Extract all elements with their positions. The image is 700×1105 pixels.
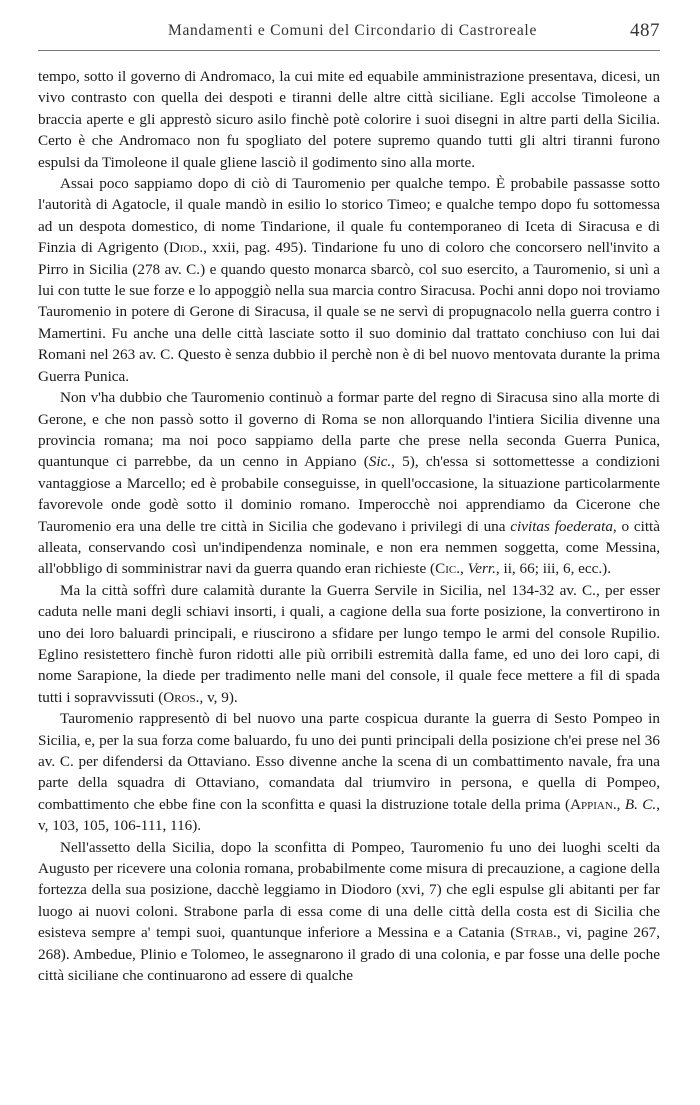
- paragraph-1: [38, 66, 660, 173]
- citation-author: Diod.: [168, 239, 204, 257]
- paragraph-text: , v, 103, 105, 106-111, 116).: [38, 795, 660, 835]
- page-number: 487: [630, 20, 660, 41]
- paragraph-2: [38, 173, 660, 387]
- paragraph-text: Assai poco sappiamo dopo di ciò di Tauromenio per qualche tempo. È probabile passasse sotto l'autorità di Agatocle, il quale mandò in esilio lo storico Timeo; e qualche tempo dopo fu sottomessa ad un despota domestico, di nome Tindarione, il quale fu contemporaneo di Iceta di Siracusa e di Finzia di Agrigento (: [38, 175, 660, 257]
- paragraph-text: ,: [616, 795, 625, 813]
- italic-term: Verr.: [467, 560, 496, 578]
- header-rule: [38, 50, 660, 51]
- paragraph-4: [38, 580, 660, 708]
- paragraph-text: , xxii, pag. 495). Tindarione fu uno di coloro che concorsero nell'invito a Pirro in Sicilia (278 av. C.) e quando questo monarca sbarcò, col suo esercito, a Tauromenio, si unì a lui con tutte le sue forze e lo appoggiò nella sua marcia contro Siracusa. Pochi anni dopo noi troviamo Tauromenio in potere di Gerone di Siracusa, il quale se ne servì di propugnacolo nella guerra contro i Mamertini. Fu anche una delle città lasciate sotto il suo dominio dal trattato conchiuso con lui dai Romani nel 263 av. C. Questo è senza dubbio il perchè non è di bel nuovo mentovata durante la prima Guerra Punica.: [38, 239, 660, 385]
- paragraph-text: ,: [460, 560, 468, 578]
- running-header: [38, 22, 660, 46]
- paragraph-text: Non v'ha dubbio che Tauromenio continuò a formar parte del regno di Siracusa sino alla morte di Gerone, e che non passò sotto il governo di Roma se non allorquando l'intiera Sicilia divenne una provincia romana; ma noi poco sappiamo della parte che prese nella seconda Guerra Punica, quantunque ci parrebbe, da un cenno in Appiano (: [38, 389, 660, 471]
- italic-term: B. C.: [624, 795, 657, 813]
- paragraph-text: , ii, 66; iii, 6, ecc.).: [495, 560, 612, 578]
- citation-author: Strab.: [515, 924, 557, 942]
- paragraph-5: [38, 708, 660, 836]
- paragraph-3: [38, 387, 660, 580]
- italic-term: Sic.: [368, 453, 392, 471]
- paragraph-text: tempo, sotto il governo di Andromaco, la cui mite ed equabile amministrazione presentava, dicesi, un vivo contrasto con quella dei despoti e tiranni delle altre città siciliane. Egli accolse Timoleone a braccia aperte e gli apprestò sicuro asilo finchè potè colorire i suoi disegni in altre parti della Sicilia. Certo è che Andromaco non fu spogliato del potere supremo quando tutti gli altri tiranni furono espulsi da Timoleone il quale gliene lasciò il godimento sino alla morte.: [38, 68, 660, 171]
- citation-author: Cic.: [435, 560, 461, 578]
- paragraph-text: Ma la città soffrì dure calamità durante la Guerra Servile in Sicilia, nel 134-32 av. C., per esser caduta nelle mani degli schiavi insorti, i quali, a cagione della sua forte posizione, la convertirono in uno dei loro baluardi principali, e riuscirono a sfidare per lungo tempo le armi del console Rupilio. Eglino resistettero finchè furon ridotti alle più orribili estremità dalla fame, ed uno dei loro capi, di nome Sarapione, la diede per tradimento nelle mani del console, il quale fece mettere a fil di spada tutti i sopravvissuti (: [38, 581, 660, 706]
- paragraph-text: , vi, pagine 267, 268). Ambedue, Plinio e Tolomeo, le assegnarono il grado di una colonia, e par fosse una delle poche città siciliane che continuarono ad essere di qualche: [38, 924, 660, 985]
- citation-author: Appian.: [570, 795, 617, 813]
- body-text: [38, 66, 660, 986]
- paragraph-text: , v, 9).: [199, 688, 238, 706]
- citation-author: Oros.: [163, 688, 200, 706]
- paragraph-text: Tauromenio rappresentò di bel nuovo una parte cospicua durante la guerra di Sesto Pompeo in Sicilia, e, per la sua forza come baluardo, fu uno dei punti principali della posizione ch'ei prese nel 36 av. C. per difendersi da Ottaviano. Esso divenne anche la scena di un combattimento navale, fra una parte della squadra di Ottaviano, comandata dal triumviro in persona, e quella di Pompeo, combattimento che ebbe fine con la sconfitta e quasi la distruzione totale della prima (: [38, 710, 660, 813]
- italic-term: civitas foederata: [510, 517, 613, 535]
- paragraph-6: [38, 837, 660, 987]
- paragraph-text: Nell'assetto della Sicilia, dopo la sconfitta di Pompeo, Tauromenio fu uno dei luoghi scelti da Augusto per ricevere una colonia romana, probabilmente come misura di precauzione, a cagione della fortezza della sua posizione, dacchè leggiamo in Diodoro (xvi, 7) che egli espulse gli abitanti per far luogo ai nuovi coloni. Strabone parla di essa come di una delle città della costa est di Sicilia che esisteva sempre a' tempi suoi, quantunque inferiore a Messina e a Catania (: [38, 838, 660, 942]
- paragraph-text: , o città alleata, conservando così un'indipendenza nominale, e non era nemmen soggetta, come Messina, all'obbligo di somministrar navi da guerra quando eran richieste (: [38, 517, 660, 578]
- paragraph-text: , 5), ch'essa si sottomettesse a condizioni vantaggiose a Marcello; ed è probabile conseguisse, in quell'occasione, la situazione particolarmente favorevole onde godè sotto il dominio romano. Imperocchè noi apprendiamo da Cicerone che Tauromenio era una delle tre città in Sicilia che godevano i privilegi di una: [38, 453, 661, 535]
- running-title: Mandamenti e Comuni del Circondario di Castroreale: [168, 22, 538, 39]
